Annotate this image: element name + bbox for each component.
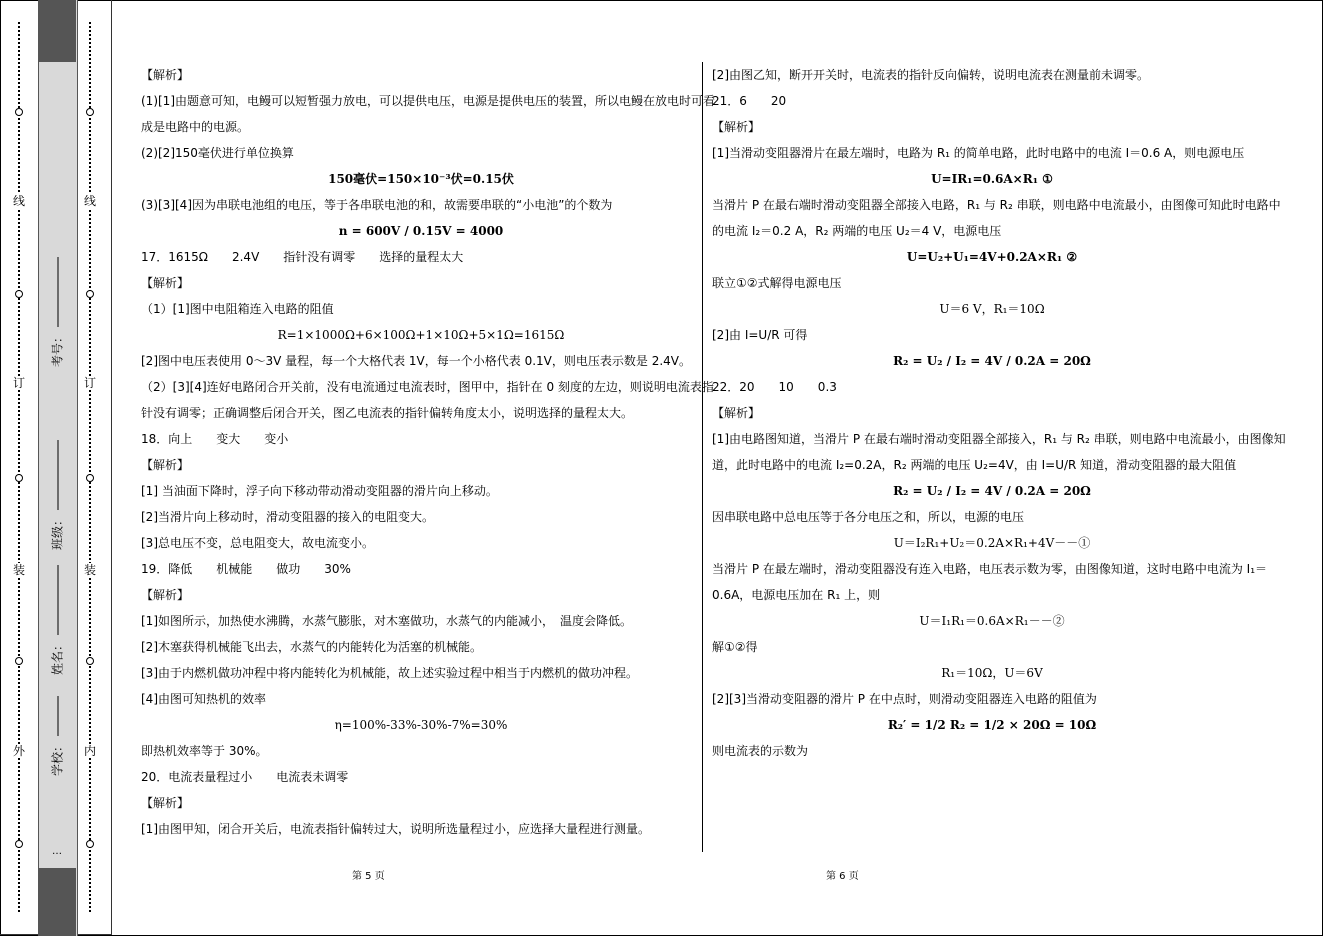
- text-line: （1）[1]图中电阻箱连入电路的阻值: [141, 302, 334, 316]
- class-label: 班级：: [50, 513, 65, 551]
- text-line: 则电流表的示数为: [712, 744, 809, 758]
- formula: η=100%-33%-30%-7%=30%: [334, 718, 508, 732]
- formula: U＝I₂R₁+U₂＝0.2A×R₁+4V－－①: [893, 536, 1091, 550]
- formula: U=IR₁=0.6A×R₁ ①: [931, 172, 1053, 186]
- answer-line: 20．电流表量程过小 电流表未调零: [141, 770, 349, 784]
- text-line: [1]由图甲知，闭合开关后，电流表指针偏转过大，说明所选量程过小，应选择大量程进行测量。: [141, 822, 651, 836]
- text-line: 道，此时电路中的电流 I₂=0.2A，R₂ 两端的电压 U₂=4V，由 I=U/R 知道，滑动变阻器的最大阻值: [712, 458, 1237, 472]
- left-column: [141, 62, 716, 842]
- text-line: 0.6A，电源电压加在 R₁ 上，则: [712, 588, 881, 602]
- formula: R₁＝10Ω，U＝6V: [941, 666, 1043, 680]
- text-line: 即热机效率等于 30%。: [141, 744, 268, 758]
- class-field[interactable]: [49, 440, 66, 550]
- school-field[interactable]: [49, 696, 66, 776]
- binding-char: 订: [12, 376, 25, 390]
- answer-line: 21．6 20: [712, 94, 787, 108]
- text-line: 因串联电路中总电压等于各分电压之和，所以，电源的电压: [712, 510, 1025, 524]
- text-line: [2][3]当滑动变阻器的滑片 P 在中点时，则滑动变阻器连入电路的阻值为: [712, 692, 1097, 706]
- answer-line: 18．向上 变大 变小: [141, 432, 289, 446]
- answer-line: 19．降低 机械能 做功 30%: [141, 562, 351, 576]
- formula: R₂′ = 1/2 R₂ = 1/2 × 20Ω = 10Ω: [887, 718, 1097, 732]
- school-label: 学校：: [50, 739, 65, 777]
- text-line: [4]由图可知热机的效率: [141, 692, 266, 706]
- text-line: [1]由电路图知道，当滑片 P 在最右端时滑动变阻器全部接入，R₁ 与 R₂ 串联，则电路中电流最小，由图像知: [712, 432, 1286, 446]
- binding-dark-top: [38, 0, 76, 62]
- right-column: [712, 62, 1286, 764]
- inner-cut-line: [89, 22, 91, 912]
- binding-hole-marker: [15, 474, 23, 482]
- text-line: [1]如图所示，加热使水沸腾，水蒸气膨胀，对木塞做功，水蒸气的内能减小， 温度会降低。: [141, 614, 633, 628]
- binding-char: 装: [12, 563, 25, 577]
- text-line: [3]总电压不变，总电阻变大，故电流变小。: [141, 536, 374, 550]
- formula: n = 600V / 0.15V = 4000: [338, 224, 504, 238]
- text-line: 【解析】: [141, 68, 190, 82]
- text-line: (1)[1]由题意可知，电鳗可以短暂强力放电，可以提供电压，电源是提供电压的装置，所以电鳗在放电时可看: [141, 94, 716, 108]
- binding-hole-marker: [86, 840, 94, 848]
- page-number-left: 第 5 页: [352, 871, 385, 882]
- text-line: 当滑片 P 在最右端时滑动变阻器全部接入电路，R₁ 与 R₂ 串联，则电路中电流最小，由图像可知此时电路中: [712, 198, 1281, 212]
- binding-char: 装: [83, 563, 96, 577]
- text-line: 当滑片 P 在最左端时，滑动变阻器没有连入电路，电压表示数为零，由图像知道，这时电路中电流为 I₁＝: [712, 562, 1268, 576]
- binding-hole-marker: [86, 657, 94, 665]
- binding-dark-bottom: [38, 868, 76, 936]
- binding-char: 内: [83, 744, 96, 758]
- text-line: [3]由于内燃机做功冲程中将内能转化为机械能，故上述实验过程中相当于内燃机的做功冲程。: [141, 666, 639, 680]
- exam-number-label: 考号：: [50, 330, 65, 368]
- column-divider: [702, 62, 703, 852]
- binding-margin: [0, 0, 112, 936]
- name-label: 姓名：: [50, 638, 65, 676]
- binding-hole-marker: [15, 840, 23, 848]
- text-line: [2]图中电压表使用 0～3V 量程，每一个大格代表 1V，每一个小格代表 0.1V，则电压表示数是 2.4V。: [141, 354, 691, 368]
- text-line: [1]当滑动变阻器滑片在最左端时，电路为 R₁ 的简单电路，此时电路中的电流 I＝0.6 A，则电源电压: [712, 146, 1245, 160]
- text-line: （2）[3][4]连好电路闭合开关前，没有电流通过电流表时，图甲中，指针在 0 刻度的左边，则说明电流表指: [141, 380, 714, 394]
- binding-hole-marker: [86, 474, 94, 482]
- formula: U＝I₁R₁＝0.6A×R₁－－②: [919, 614, 1065, 628]
- binding-char: 订: [83, 376, 96, 390]
- text-line: (3)[3][4]因为串联电池组的电压，等于各串联电池的和，故需要串联的“小电池”的个数为: [141, 198, 613, 212]
- text-line: 【解析】: [712, 120, 761, 134]
- text-line: 【解析】: [712, 406, 761, 420]
- text-line: [2]由 I=U/R 可得: [712, 328, 808, 342]
- page-number-right: 第 6 页: [826, 871, 859, 882]
- text-line: 【解析】: [141, 458, 190, 472]
- text-line: 联立①②式解得电源电压: [712, 276, 842, 290]
- formula: U=U₂+U₁=4V+0.2A×R₁ ②: [906, 250, 1078, 264]
- binding-hole-marker: [86, 290, 94, 298]
- binding-dots: …: [52, 846, 62, 857]
- text-line: 成是电路中的电源。: [141, 120, 250, 134]
- text-line: 【解析】: [141, 588, 190, 602]
- formula: 150毫伏=150×10⁻³伏=0.15伏: [328, 172, 514, 186]
- binding-hole-marker: [15, 657, 23, 665]
- name-field[interactable]: [49, 565, 66, 675]
- binding-char: 外: [12, 744, 25, 758]
- text-line: 针没有调零；正确调整后闭合开关，图乙电流表的指针偏转角度太小，说明选择的量程太大。: [141, 406, 634, 420]
- text-line: (2)[2]150毫伏进行单位换算: [141, 146, 294, 160]
- outer-cut-line: [18, 22, 20, 912]
- exam-number-field[interactable]: [49, 257, 66, 367]
- formula: R=1×1000Ω+6×100Ω+1×10Ω+5×1Ω=1615Ω: [277, 328, 565, 342]
- formula: R₂ = U₂ / I₂ = 4V / 0.2A = 20Ω: [893, 484, 1091, 498]
- binding-char: 线: [83, 194, 96, 208]
- binding-hole-marker: [86, 108, 94, 116]
- answer-line: 22．20 10 0.3: [712, 380, 837, 394]
- binding-hole-marker: [15, 290, 23, 298]
- text-line: 【解析】: [141, 276, 190, 290]
- text-line: [2]当滑片向上移动时，滑动变阻器的接入的电阻变大。: [141, 510, 435, 524]
- answer-line: 17．1615Ω 2.4V 指针没有调零 选择的量程太大: [141, 250, 464, 264]
- binding-hole-marker: [15, 108, 23, 116]
- binding-char: 线: [12, 194, 25, 208]
- text-line: [2]木塞获得机械能飞出去，水蒸气的内能转化为活塞的机械能。: [141, 640, 483, 654]
- text-line: 【解析】: [141, 796, 190, 810]
- text-line: 的电流 I₂＝0.2 A，R₂ 两端的电压 U₂＝4 V，电源电压: [712, 224, 1002, 238]
- formula: U＝6 V，R₁＝10Ω: [939, 302, 1045, 316]
- text-line: [1] 当油面下降时，浮子向下移动带动滑动变阻器的滑片向上移动。: [141, 484, 498, 498]
- text-line: 解①②得: [712, 640, 758, 654]
- formula: R₂ = U₂ / I₂ = 4V / 0.2A = 20Ω: [893, 354, 1091, 368]
- text-line: [2]由图乙知，断开开关时，电流表的指针反向偏转，说明电流表在测量前未调零。: [712, 68, 1150, 82]
